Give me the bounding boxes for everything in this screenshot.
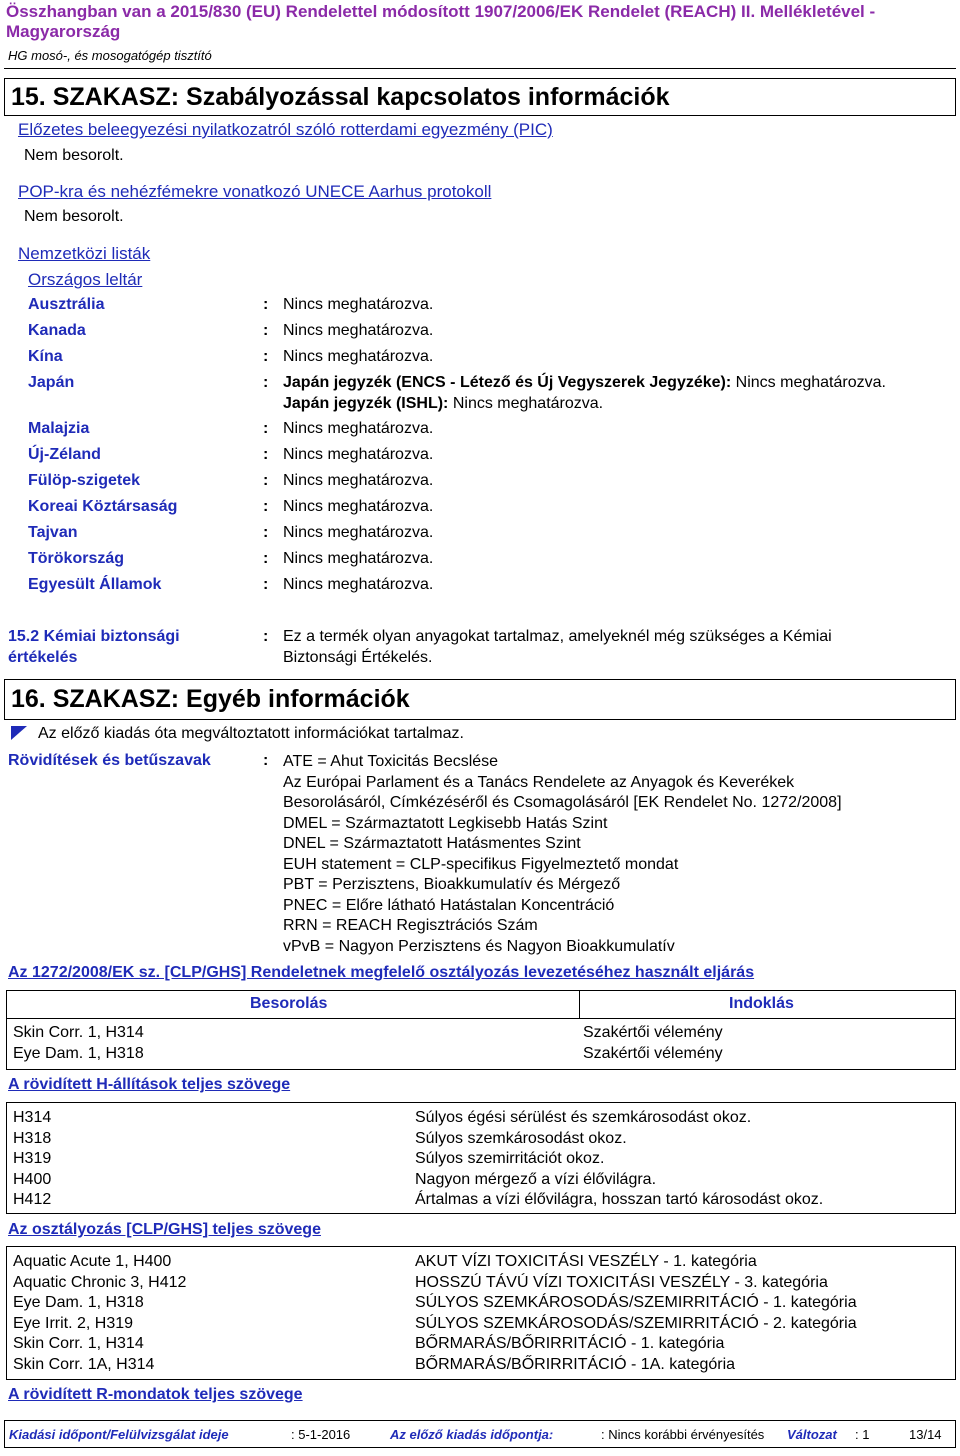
abbreviation-line: ATE = Ahut Toxicitás Becslése bbox=[283, 753, 499, 770]
chem-safety-label: 15.2 Kémiai biztonsági bbox=[8, 628, 180, 645]
page-number: 13/14 bbox=[909, 1427, 942, 1442]
country-name: Kína bbox=[28, 348, 63, 365]
version-value: : 1 bbox=[855, 1427, 870, 1442]
h-codes-column bbox=[13, 1108, 51, 1211]
country-name: Fülöp-szigetek bbox=[28, 472, 141, 489]
abbreviation-line: EUH statement = CLP-specifikus Figyelmeztető mondat bbox=[283, 855, 679, 873]
country-name: Új-Zéland bbox=[28, 446, 101, 463]
japan-encs-label: Japán jegyzék (ENCS - Létező és Új Vegyszerek Jegyzéke): bbox=[283, 374, 732, 391]
abbreviation-line: Besorolásáról, Címkézéséről és Csomagolásáról [EK Rendelet No. 1272/2008] bbox=[283, 794, 842, 811]
table-classification-column bbox=[13, 1023, 144, 1064]
table-cell: Eye Dam. 1, H318 bbox=[13, 1044, 144, 1062]
country-colon: : bbox=[263, 348, 269, 365]
country-value: Nincs meghatározva. bbox=[283, 296, 434, 313]
previous-issue-value: : Nincs korábbi érvényesítés bbox=[601, 1427, 765, 1442]
abbreviations-colon: : bbox=[263, 752, 269, 769]
country-colon: : bbox=[263, 374, 269, 391]
country-colon: : bbox=[263, 472, 269, 489]
table-cell: Skin Corr. 1, H314 bbox=[13, 1024, 144, 1041]
japan-encs-line bbox=[283, 374, 886, 392]
pop-heading: POP-kra és nehézfémekre vonatkozó UNECE Aarhus protokoll bbox=[18, 182, 492, 201]
abbreviation-line: PBT = Perzisztens, Bioakkumulatív és Mérgező bbox=[283, 876, 621, 893]
chem-safety-colon: : bbox=[263, 628, 269, 645]
country-value: Nincs meghatározva. bbox=[283, 576, 434, 593]
country-name: Koreai Köztársaság bbox=[28, 498, 178, 515]
country-value: Nincs meghatározva. bbox=[283, 550, 434, 567]
h-statements-heading: A rövidített H-állítások teljes szövege bbox=[8, 1076, 291, 1093]
classification-texts-column bbox=[415, 1252, 857, 1375]
h-code: H318 bbox=[13, 1129, 52, 1147]
change-note: Az előző kiadás óta megváltoztatott információkat tartalmaz. bbox=[38, 725, 464, 742]
abbreviation-line: RRN = REACH Regisztrációs Szám bbox=[283, 917, 538, 934]
country-value: Nincs meghatározva. bbox=[283, 420, 434, 437]
country-colon: : bbox=[263, 296, 269, 313]
pic-value: Nem besorolt. bbox=[24, 147, 124, 164]
country-value: Nincs meghatározva. bbox=[283, 524, 434, 541]
japan-encs-value: Nincs meghatározva. bbox=[735, 374, 886, 391]
japan-ishl-line bbox=[283, 395, 603, 413]
classification-codes-column bbox=[13, 1252, 186, 1375]
country-colon: : bbox=[263, 576, 269, 593]
country-name: Törökország bbox=[28, 550, 125, 567]
country-colon: : bbox=[263, 524, 269, 541]
column-header-justification: Indoklás bbox=[729, 995, 794, 1012]
section-16-title: 16. SZAKASZ: Egyéb információk bbox=[4, 679, 956, 720]
country-value: Nincs meghatározva. bbox=[283, 446, 434, 463]
previous-issue-label: Az előző kiadás időpontja: bbox=[390, 1427, 554, 1442]
abbreviation-line: Az Európai Parlament és a Tanács Rendelete az Anyagok és Keverékek bbox=[283, 773, 795, 791]
section-15-title: 15. SZAKASZ: Szabályozással kapcsolatos információk bbox=[4, 78, 956, 116]
country-value: Nincs meghatározva. bbox=[283, 348, 434, 365]
country-colon: : bbox=[263, 322, 269, 339]
abbreviation-line: vPvB = Nagyon Perzisztens és Nagyon Bioakkumulatív bbox=[283, 937, 675, 955]
classification-code: Skin Corr. 1, H314 bbox=[13, 1335, 144, 1352]
table-cell: Szakértői vélemény bbox=[583, 1024, 723, 1041]
h-code: H314 bbox=[13, 1109, 52, 1126]
h-text: Súlyos szemkárosodást okoz. bbox=[415, 1129, 627, 1147]
national-inventory-heading: Országos leltár bbox=[28, 270, 143, 289]
classification-text-box bbox=[6, 1246, 956, 1380]
country-name: Ausztrália bbox=[28, 296, 105, 313]
h-code: H400 bbox=[13, 1170, 52, 1188]
table-justification-column bbox=[583, 1023, 723, 1064]
country-value: Nincs meghatározva. bbox=[283, 498, 434, 515]
table-header-rule bbox=[7, 1018, 955, 1019]
h-code: H412 bbox=[13, 1191, 52, 1208]
japan-ishl-label: Japán jegyzék (ISHL): bbox=[283, 395, 449, 412]
japan-ishl-value: Nincs meghatározva. bbox=[452, 395, 604, 412]
clp-procedure-heading: Az 1272/2008/EK sz. [CLP/GHS] Rendeletnek megfelelő osztályozás levezetéséhez használt eljárás bbox=[8, 964, 755, 981]
country-name: Japán bbox=[28, 374, 75, 391]
h-code: H319 bbox=[13, 1150, 52, 1167]
table-header-divider bbox=[579, 991, 580, 1018]
pic-heading: Előzetes beleegyezési nyilatkozatról szóló rotterdami egyezmény (PIC) bbox=[18, 120, 553, 139]
product-name: HG mosó-, és mosogatógép tisztító bbox=[8, 48, 212, 63]
country-name: Egyesült Államok bbox=[28, 576, 162, 593]
revision-marker-icon bbox=[10, 725, 28, 741]
chem-safety-value-line2: Biztonsági Értékelés. bbox=[283, 649, 433, 666]
chem-safety-value: Ez a termék olyan anyagokat tartalmaz, amelyeknél még szükséges a Kémiai bbox=[283, 628, 832, 645]
classification-code: Aquatic Acute 1, H400 bbox=[13, 1253, 172, 1270]
abbreviations-list bbox=[283, 752, 842, 957]
version-label: Változat bbox=[787, 1427, 837, 1442]
issue-date-label: Kiadási időpont/Felülvizsgálat ideje bbox=[9, 1427, 229, 1442]
country-value: Nincs meghatározva. bbox=[283, 472, 434, 489]
country-colon: : bbox=[263, 498, 269, 515]
document-header-title: Összhangban van a 2015/830 (EU) Rendelettel módosított 1907/2006/EK Rendelet (REACH) II. Mellékletével - Magyarország bbox=[6, 2, 876, 41]
international-lists-heading: Nemzetközi listák bbox=[18, 244, 151, 263]
header-divider bbox=[4, 68, 956, 69]
classification-code: Aquatic Chronic 3, H412 bbox=[13, 1273, 187, 1291]
abbreviation-line: DMEL = Származtatott Legkisebb Hatás Szint bbox=[283, 814, 608, 832]
h-text: Nagyon mérgező a vízi élővilágra. bbox=[415, 1170, 657, 1188]
classification-text: SÚLYOS SZEMKÁROSODÁS/SZEMIRRITÁCIÓ - 1. kategória bbox=[415, 1294, 857, 1311]
issue-date-value: : 5-1-2016 bbox=[291, 1427, 351, 1442]
classification-code: Skin Corr. 1A, H314 bbox=[13, 1355, 155, 1373]
country-colon: : bbox=[263, 550, 269, 567]
footer-bar bbox=[4, 1420, 956, 1448]
h-text: Súlyos szemirritációt okoz. bbox=[415, 1150, 605, 1167]
clp-classification-table bbox=[6, 990, 956, 1070]
h-texts-column bbox=[415, 1108, 823, 1211]
classification-text-heading: Az osztályozás [CLP/GHS] teljes szövege bbox=[8, 1221, 321, 1238]
classification-code: Eye Irrit. 2, H319 bbox=[13, 1314, 134, 1332]
abbreviations-label: Rövidítések és betűszavak bbox=[8, 752, 211, 769]
country-colon: : bbox=[263, 446, 269, 463]
country-name: Tajvan bbox=[28, 524, 78, 541]
classification-text: BŐRMARÁS/BŐRIRRITÁCIÓ - 1A. kategória bbox=[415, 1355, 736, 1373]
h-text: Súlyos égési sérülést és szemkárosodást okoz. bbox=[415, 1109, 752, 1126]
abbreviation-line: PNEC = Előre látható Hatástalan Koncentráció bbox=[283, 896, 615, 914]
pop-value: Nem besorolt. bbox=[24, 208, 124, 225]
h-text: Ártalmas a vízi élővilágra, hosszan tartó károsodást okoz. bbox=[415, 1191, 824, 1208]
table-cell: Szakértői vélemény bbox=[583, 1044, 723, 1062]
chem-safety-label-line2: értékelés bbox=[8, 649, 78, 666]
h-statements-box bbox=[6, 1102, 956, 1214]
classification-text: AKUT VÍZI TOXICITÁSI VESZÉLY - 1. kategória bbox=[415, 1253, 757, 1270]
classification-text: HOSSZÚ TÁVÚ VÍZI TOXICITÁSI VESZÉLY - 3. kategória bbox=[415, 1273, 828, 1291]
country-colon: : bbox=[263, 420, 269, 437]
r-phrases-heading: A rövidített R-mondatok teljes szövege bbox=[8, 1386, 303, 1403]
classification-code: Eye Dam. 1, H318 bbox=[13, 1294, 144, 1311]
abbreviation-line: DNEL = Származtatott Hatásmentes Szint bbox=[283, 835, 581, 852]
country-value: Nincs meghatározva. bbox=[283, 322, 434, 339]
column-header-classification: Besorolás bbox=[250, 995, 328, 1012]
country-name: Kanada bbox=[28, 322, 86, 339]
classification-text: SÚLYOS SZEMKÁROSODÁS/SZEMIRRITÁCIÓ - 2. kategória bbox=[415, 1314, 857, 1332]
country-name: Malajzia bbox=[28, 420, 90, 437]
classification-text: BŐRMARÁS/BŐRIRRITÁCIÓ - 1. kategória bbox=[415, 1335, 725, 1352]
